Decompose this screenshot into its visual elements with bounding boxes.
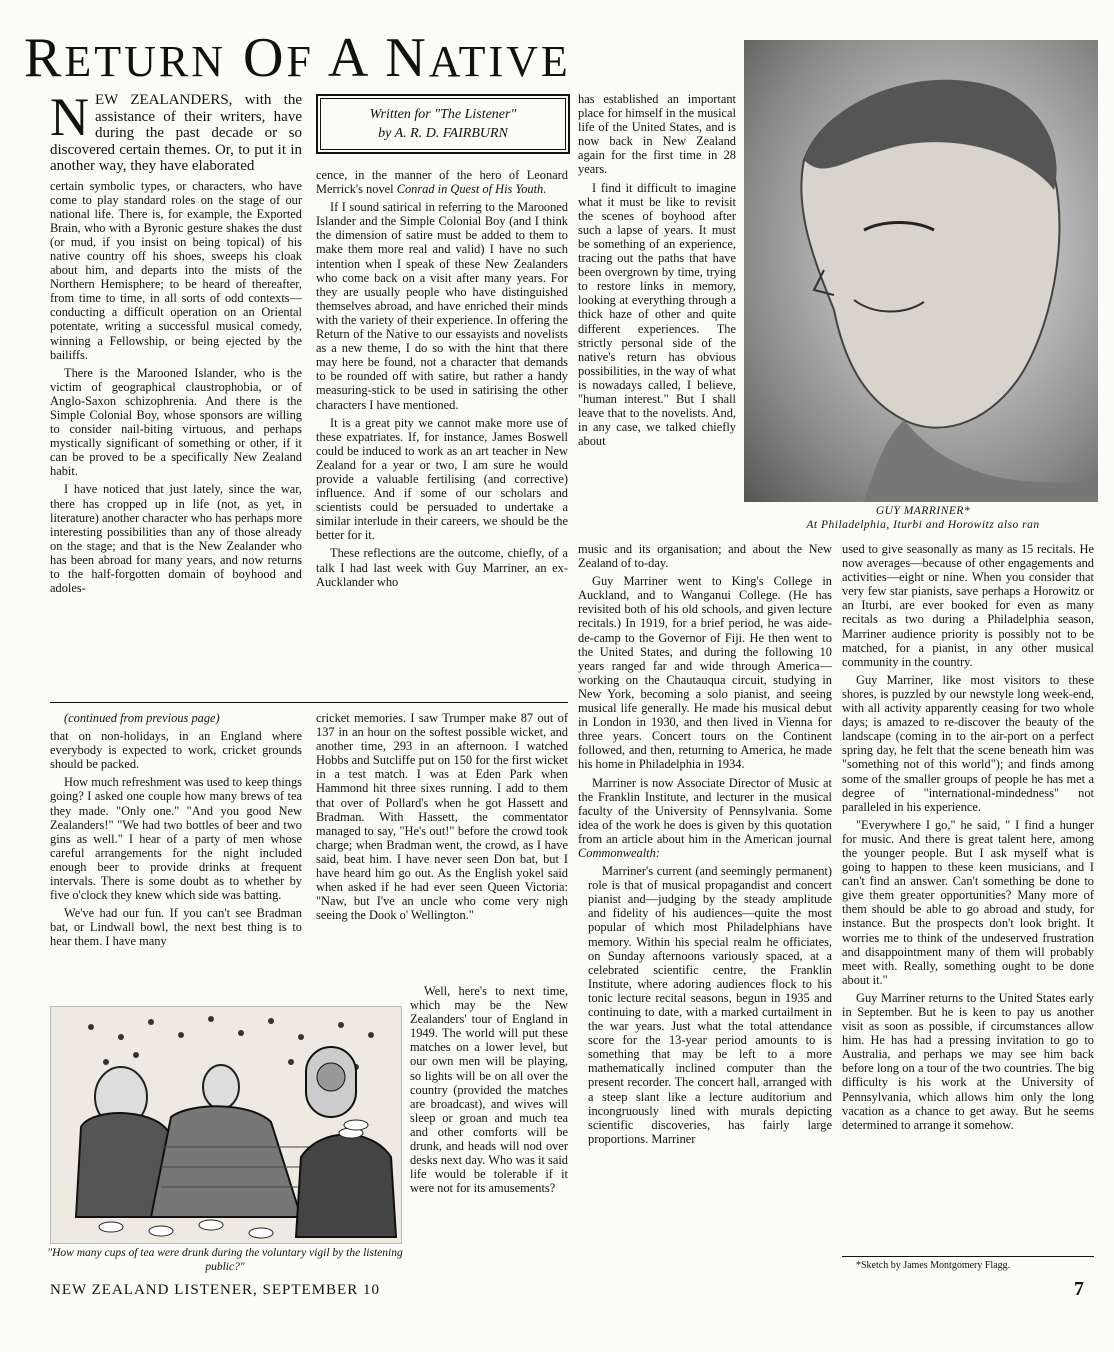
paragraph: cence, in the manner of the hero of Leonard Merrick's novel Conrad in Quest of His Youth. bbox=[316, 168, 568, 197]
paragraph: used to give seasonally as many as 15 recitals. He now averages—because of other engagements and activities—eight or nine. When you consider that very few star pianists, save perhaps a Horowitz or an Iturbi, are ever booked for even as many recitals as two during a Philadelphia season, Marriner audience priority is possibly not to be matched, for a pianist, in any other musical community in the country. bbox=[842, 542, 1094, 669]
article-column-1 bbox=[50, 87, 302, 599]
drop-cap: N bbox=[50, 87, 89, 147]
paragraph: I have noticed that just lately, since the war, there has cropped up in life (not, as yet, in literature) another character who has perhaps more interesting possibilities than any of those already on the stage; and that is the New Zealander who has been abroad for many years, and now returns to the half-forgotten domain of boyhood and adoles- bbox=[50, 482, 302, 596]
paragraph: that on non-holidays, in an England where everybody is expected to work, cricket grounds should be packed. bbox=[50, 729, 302, 772]
paragraph: cricket memories. I saw Trumper make 87 out of 137 in an hour on the softest possible wicket, and another time, 293 in an afternoon. I watched Hobbs and Sutcliffe put on 150 for the first wicket in a test match. I was at Eden Park when Hammond hit three sixes running. I add to them that over of Pollard's when he got Hassett and Bradman. With Hassett, the commentator managed to say, "He's out!" before the crowd took charge; when Bradman went, the crowd, as I have said, beat him. I have never seen Don bat, but I have heard him go out. As the English yokel said when asked if he had ever seen Queen Victoria: "Naw, but I've an uncle who come very nigh seeing the Dook o' Wellington." bbox=[316, 711, 568, 923]
paragraph: We've had our fun. If you can't see Bradman bat, or Lindwall bowl, the next best thing is to hear them. I have many bbox=[50, 906, 302, 949]
paragraph: These reflections are the outcome, chiefly, of a talk I had last week with Guy Marriner, an ex-Aucklander who bbox=[316, 546, 568, 589]
paragraph: certain symbolic types, or characters, who have come to play standard roles on the stage of our national life. There is, for example, the Exported Brain, who with a Byronic gesture shakes the dust (or mud, if you insist on being topical) of his native country off his shoes, sweeps his cloak about him, and departs into the mists of the Northern Hemisphere; to be heard of thereafter, from time to time, in all sorts of odd contexts—conducting a difficult operation on an Oriental potentate, writing a successful musical comedy, winning a Fellowship, or being ejected by the bailiffs. bbox=[50, 178, 302, 362]
byline-author: by A. R. D. FAIRBURN bbox=[378, 126, 508, 141]
block-quote: Marriner's current (and seemingly permanent) role is that of musical propagandist and concert pianist and—judging by the steady amplitude and fidelity of his audiences—quite the most popular of which most Philadelphians have memory. Within his special realm he officiates, on Sunday afternoons variously spaced, at a celebrated scientific centre, the Franklin Institute, where adoring audiences flock to his tonic lecture recital seasons, begun in 1935 and continuing to date, with a marked curtailment in the war years. Just what the total attendance score for the 13-year period amounts to is something that may be left to a more mathematically inclined computer than the present recorder. The concert hall, arranged with a steep slant like a lecture auditorium and incongruously lined with murals depicting scientific discoveries, has fairly large proportions. Marriner bbox=[588, 864, 832, 1146]
novel-title: Conrad in Quest of His Youth. bbox=[396, 182, 547, 197]
continued-note: (continued from previous page) bbox=[64, 711, 220, 725]
section-rule bbox=[50, 702, 568, 703]
paragraph: Marriner is now Associate Director of Music at the Franklin Institute, and lecturer in the musical faculty of the University of Pennsylvania. Some idea of the work he does is given by this quotation from an article about him in the American journal Commonwealth: bbox=[578, 775, 832, 860]
continued-column-2 bbox=[316, 711, 568, 926]
portrait-sketch bbox=[744, 40, 1098, 502]
journal-title: Commonwealth: bbox=[578, 845, 660, 860]
paragraph: Guy Marriner, like most visitors to these shores, is puzzled by our newstyle long week-end, with all activity apparently ceasing for two whole days; is amazed to re-discover the beauty of the landscape (coming in to the air-port on a perfect spring day, he felt that the scene beneath him was "something not of this world"); and finds among some of the smaller groups of people he has met a degree of "international-mindedness" not paralleled in his experience. bbox=[842, 672, 1094, 814]
paragraph: Guy Marriner went to King's College in Auckland, and to Wanganui College. (He has revisited both of his old schools, and given lecture recitals.) In 1919, for a brief period, he was aide-de-camp to the Governor of Fiji. He then went to the United States, and during the following 10 years ranged far and wide through America—working on the Chautauqua circuit, studying in New York, becoming a solo pianist, and seeing musical life generally. He made his musical debut in London in 1930, and then lived in Vienna for three years. Concert tours on the Continent followed, and then, returning to America, he made his home in Philadelphia in 1934. bbox=[578, 574, 832, 772]
paragraph: If I sound satirical in referring to the Marooned Islander and the Simple Colonial Boy (and I think the dimension of satire must be added to them to make them more real and valid) I have no such intention when I speak of these New Zealanders who come back on a visit after many years. For they are usually people who have distinguished themselves abroad, and have enriched their minds with the variety of their experience. In offering the Return of the Native to our essayists and novelists as a new theme, I do so with the hint that there may here be found, not a character that demands to be rounded off with satire, but rather a handy measuring-stick to be used in satirising the other characters I have mentioned. bbox=[316, 200, 568, 412]
portrait-illustration bbox=[744, 40, 1098, 502]
paragraph: I find it difficult to imagine what it must be like to revisit the scenes of boyhood after such a lapse of years. It must be something of an experience, tracing out the paths that have been overgrown by time, trying to restore links in memory, looking at everything through a thick haze of other and quite different experiences. The strictly personal side of the native's return has obvious possibilities, in the way of what is nowadays called, I believe, "human interest." But I shall leave that to the novelists. And, in any case, we talked chiefly about bbox=[578, 180, 736, 449]
page-number: 7 bbox=[1074, 1278, 1085, 1300]
paragraph: music and its organisation; and about the New Zealand of to-day. bbox=[578, 542, 832, 571]
publication-footer: NEW ZEALAND LISTENER, SEPTEMBER 10 bbox=[50, 1282, 380, 1298]
page-title: RETURN OF A NATIVE bbox=[24, 27, 571, 89]
byline-written-for: Written for "The Listener" bbox=[369, 107, 517, 122]
cartoon-caption: "How many cups of tea were drunk during the voluntary vigil by the listening public?" bbox=[47, 1247, 403, 1273]
paragraph: Well, here's to next time, which may be the New Zealanders' tour of England in 1949. The world will put these matches on a lower level, but our own men will be playing, so lights will be on all over the country (provided the matches are broadcast), and wives will sleep or groan and much tea and other comforts will be drunk, and heads will nod over desks next day. Who was it said life would be tolerable if it were not for its amusements? bbox=[410, 984, 568, 1196]
article-column-3b bbox=[578, 542, 832, 1150]
article-column-4 bbox=[842, 542, 1094, 1136]
article-column-2 bbox=[316, 168, 568, 593]
caption-name: GUY MARRINER* bbox=[875, 505, 971, 517]
paragraph: How much refreshment was used to keep things going? I asked one couple how many brews of tea they made. "Only one." "And you good New Zealanders!" "We had two bottles of beer and two gins as well." I hear of a party of men whose careful arrangements for the night included enough beer to provide drinks at frequent intervals. There is some doubt as to whether by five o'clock they knew which side was batting. bbox=[50, 775, 302, 903]
paragraph: has established an important place for himself in the musical life of the United States, and is now back in New Zealand again for the first time in 28 years. bbox=[578, 92, 736, 177]
caption-text: At Philadelphia, Iturbi and Horowitz also ran bbox=[806, 519, 1040, 531]
byline-box bbox=[316, 94, 570, 154]
portrait-caption bbox=[750, 504, 1096, 532]
paragraph: It is a great pity we cannot make more use of these expatriates. If, for instance, James Boswell could be induced to work as an art teacher in New Zealand for a year or two, I am sure he would provide a valuable fertilising (and corrective) influence. And if some of our scholars and scientists could be persuaded to undertake a similar interlude in their careers, we should be the better for it. bbox=[316, 415, 568, 543]
cartoon-illustration bbox=[51, 1007, 401, 1243]
footnote-rule bbox=[842, 1256, 1094, 1257]
article-column-3 bbox=[578, 92, 736, 452]
continued-column-1 bbox=[50, 711, 302, 953]
lead-paragraph: NEW ZEALANDERS, with the assistance of their writers, have during the past decade or so discovered certain themes. Or, to put it in another way, they have elaborated bbox=[50, 87, 302, 174]
paragraph: There is the Marooned Islander, who is the victim of geographical claustrophobia, or of Anglo-Saxon schizophrenia. And there is the Simple Colonial Boy, whose sponsors are willing to consider nail-biting virtuous, and perhaps mystically significant of something or other, if it can be proved to be a specifically New Zealand habit. bbox=[50, 365, 302, 479]
footnote: *Sketch by James Montgomery Flagg. bbox=[856, 1260, 1011, 1271]
paragraph: Guy Marriner returns to the United States early in September. But he is keen to pay us another visit as soon as possible, if circumstances allow him. He has had a pressing invitation to go to Australia, and perhaps we may see him back before long on a tour of the two countries. The big difficulty is his work at the University of Pennsylvania, which allows him only the long vacation as a chance to get away. But he seems determined to arrange it somehow. bbox=[842, 990, 1094, 1132]
cricket-cartoon bbox=[50, 1006, 402, 1244]
continued-column-2b bbox=[410, 984, 568, 1199]
paragraph: "Everywhere I go," he said, " I find a hunger for music. And there is great talent here, among the younger people. But I ask myself what is going to happen to these keen musicians, and I can't find an answer. Can't something be done to give them greater opportunities? Many more of them should be able to go abroad and study, for instance. But the prospects don't look bright. It worries me to think of the undeserved frustration and disappointment many of them will probably meet with. Really, something ought to be done about it." bbox=[842, 817, 1094, 987]
